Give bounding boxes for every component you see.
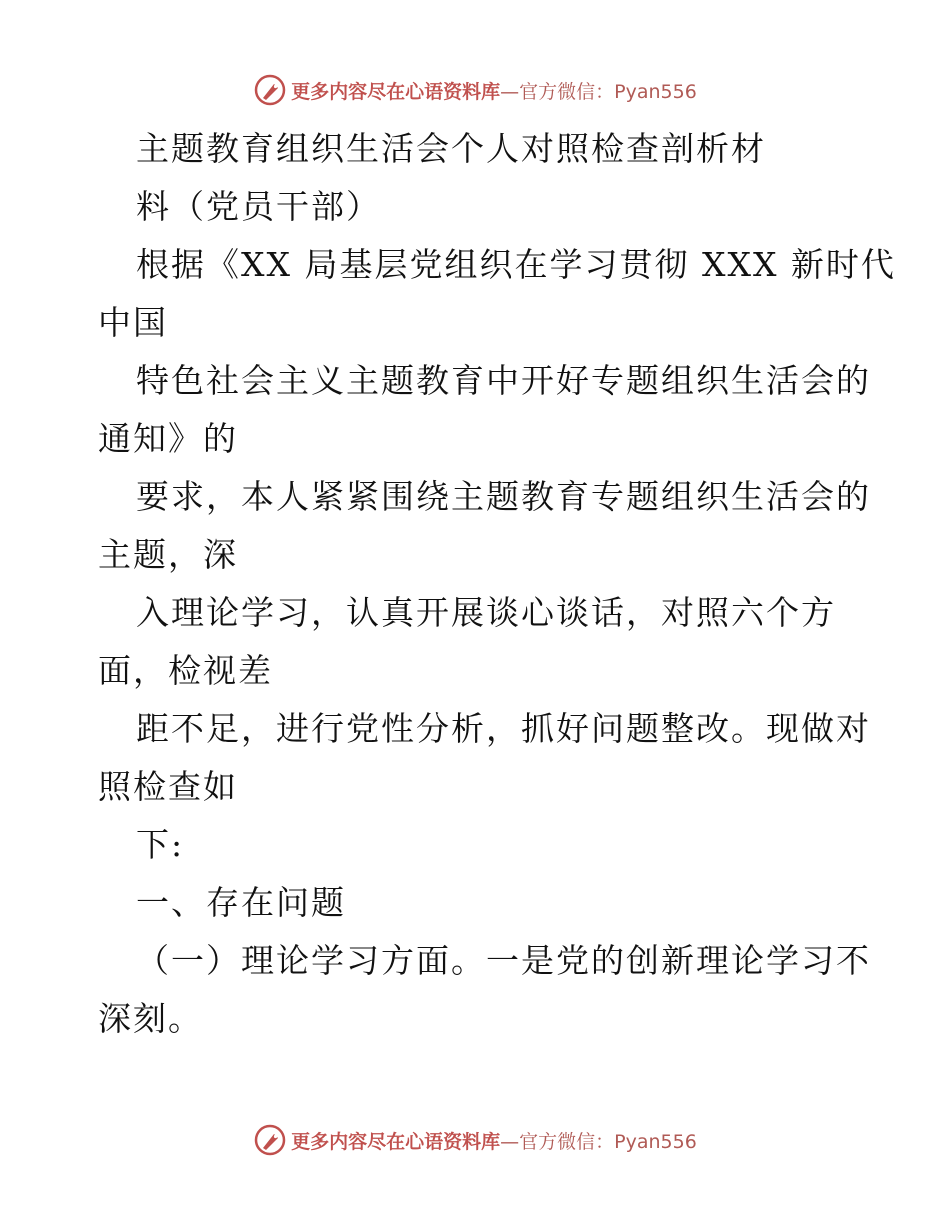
paragraph-line: 要求，本人紧紧围绕主题教育专题组织生活会的 <box>136 477 871 516</box>
header-watermark <box>0 68 950 112</box>
doc-title-line-1: 主题教育组织生活会个人对照检查剖析材 <box>136 129 766 168</box>
watermark-contact: —官方微信：Pyan556 <box>500 80 697 103</box>
paragraph-line: 根据《XX 局基层党组织在学习贯彻 XXX 新时代 <box>136 245 896 284</box>
watermark-text <box>291 77 697 104</box>
watermark-text <box>291 1127 697 1154</box>
paragraph-line: 通知》的 <box>98 419 238 458</box>
section-paragraph-line: （一）理论学习方面。一是党的创新理论学习不 <box>136 941 871 980</box>
paragraph-line: 照检查如 <box>98 767 238 806</box>
paragraph-line: 主题，深 <box>98 535 238 574</box>
paragraph-line: 面，检视差 <box>98 651 273 690</box>
doc-title-line-2: 料（党员干部） <box>136 187 381 226</box>
paragraph-line: 特色社会主义主题教育中开好专题组织生活会的 <box>136 361 871 400</box>
section-paragraph-line: 深刻。 <box>98 999 203 1038</box>
paragraph-line: 中国 <box>98 303 168 342</box>
footer-watermark <box>0 1118 950 1162</box>
paragraph-line: 入理论学习，认真开展谈心谈话，对照六个方 <box>136 593 836 632</box>
section-heading: 一、存在问题 <box>136 883 346 922</box>
pen-nib-icon <box>253 73 287 107</box>
paragraph-line: 距不足，进行党性分析，抓好问题整改。现做对 <box>136 709 871 748</box>
pen-nib-icon <box>253 1123 287 1157</box>
paragraph-line: 下: <box>136 825 185 864</box>
watermark-contact: —官方微信：Pyan556 <box>500 1130 697 1153</box>
watermark-brand: 更多内容尽在心语资料库 <box>291 1130 501 1153</box>
watermark-brand: 更多内容尽在心语资料库 <box>291 80 501 103</box>
document-body <box>98 120 896 1048</box>
